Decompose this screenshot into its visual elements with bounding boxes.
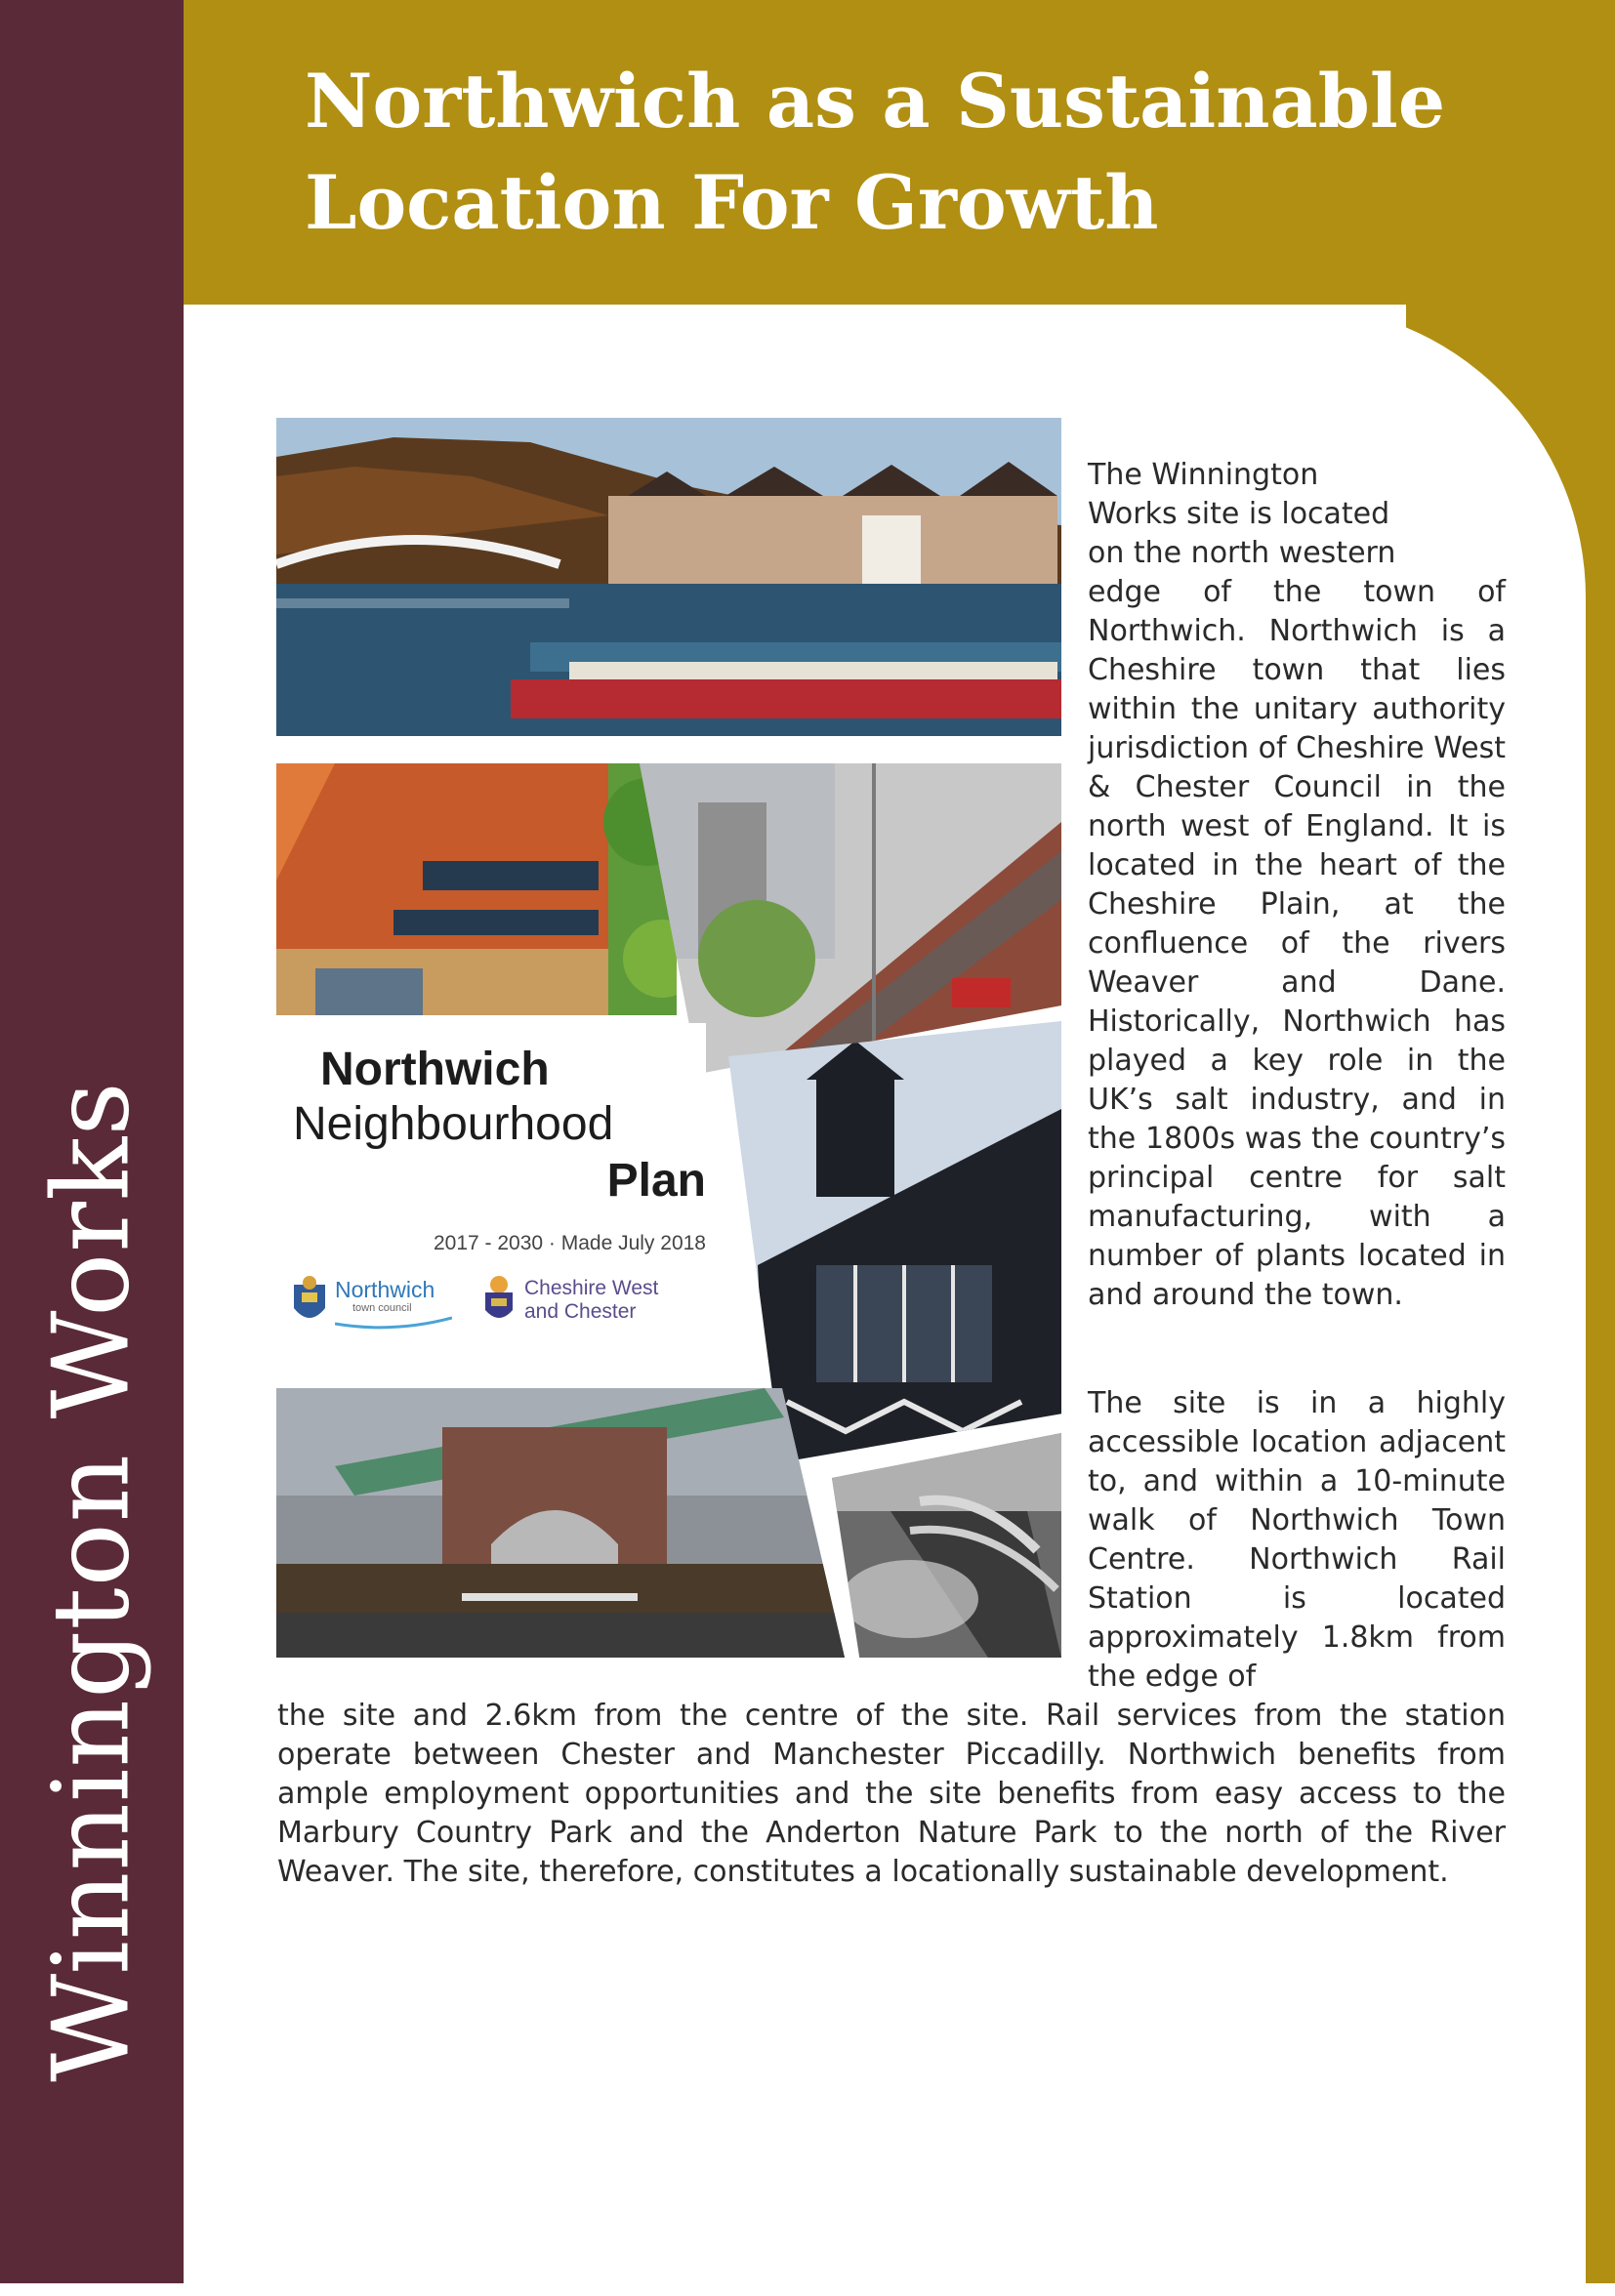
paragraph-1	[1088, 456, 1506, 1315]
title-line-1: Northwich as a Sustainable	[305, 58, 1446, 144]
cheshire-west-logo	[481, 1275, 667, 1333]
title-line-2: Location For Growth	[305, 159, 1159, 246]
neighbourhood-plan-cover	[276, 1023, 706, 1345]
crest-icon	[290, 1275, 329, 1332]
logo-cheshire-text	[524, 1277, 658, 1324]
logo-northwich-sub: town council	[352, 1302, 412, 1314]
para1-line-3: on the north western	[1088, 536, 1396, 570]
para1-line-2: Works site is located	[1088, 497, 1390, 531]
plan-title-line-2: Neighbourhood	[293, 1098, 614, 1150]
logo-northwich-name: Northwich	[335, 1277, 435, 1302]
logo-cheshire-line-1: Cheshire West	[524, 1277, 659, 1299]
logo-cheshire-line-2: and Chester	[524, 1300, 637, 1323]
northwich-town-council-logo	[290, 1275, 456, 1333]
plan-title-line-1: Northwich	[320, 1044, 550, 1095]
marina-bridge-photo	[276, 418, 1061, 736]
plan-title-line-3: Plan	[606, 1155, 706, 1207]
page-title	[305, 51, 1476, 254]
modern-building-photo	[276, 763, 677, 1015]
paragraph-2: The site is in a highly accessible location adjacent to, and within a 10-minute walk of Northwich Town Centre. Northwich Rail Station is located approximately 1.8km from the edge of	[1088, 1386, 1506, 1694]
para1-line-1: The Winnington	[1088, 458, 1319, 492]
logo-swoosh	[335, 1316, 452, 1332]
sidebar-title: Winnington Works	[30, 1081, 153, 2082]
paragraph-2-continued: the site and 2.6km from the centre of the site. Rail services from the station operate between Chester and Manchester Piccadilly. Northwich benefits from ample employment opportunities and the site benefits from easy access to the Marbury Country Park and the Anderton Nature Park to the north of the River Weaver. The site, therefore, constitutes a locationally sustainable development.	[277, 1699, 1506, 1889]
shield-icon	[481, 1275, 517, 1328]
para1-rest: edge of the town of Northwich. Northwich is a Cheshire town that lies within the unitary authority jurisdiction of Cheshire West & Chester Council in the north west of England. It is located in the heart of the Cheshire Plain, at the confluence of the rivers Weaver and Dane. Historically, Northwich has played a key role in the UK’s salt industry, and in the 1800s was the country’s principal centre for salt manufacturing, with a number of plants located in and around the town.	[1088, 575, 1506, 1312]
viaduct-photo	[276, 1388, 845, 1658]
plan-dates: 2017 - 2030 · Made July 2018	[433, 1232, 706, 1254]
